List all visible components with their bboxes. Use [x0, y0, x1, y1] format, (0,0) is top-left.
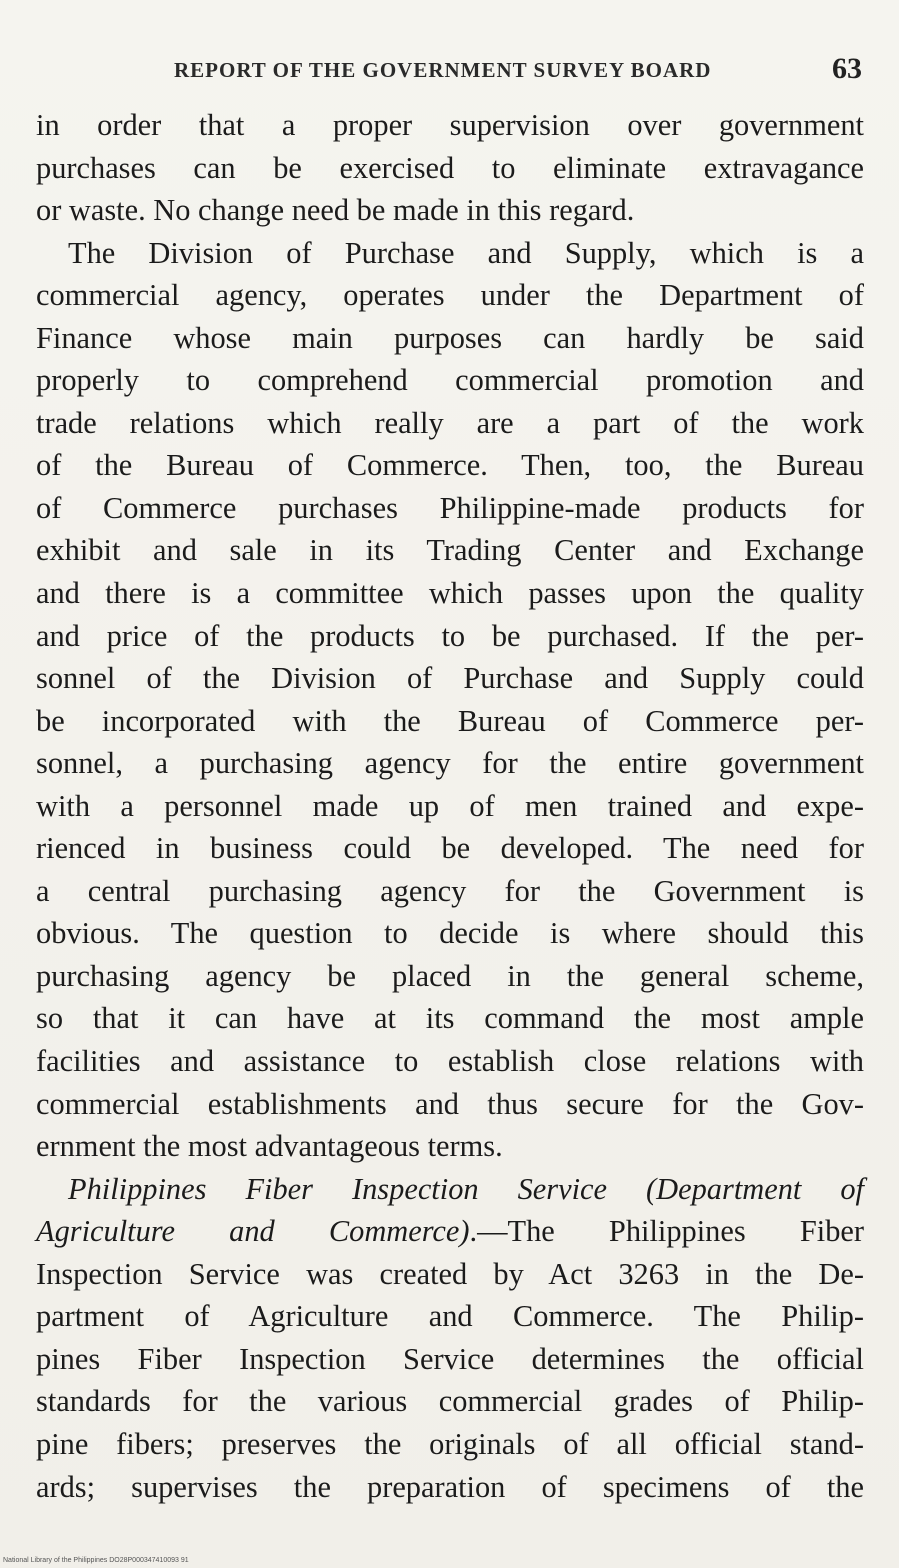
- text-line: obvious. The question to decide is where should this: [36, 916, 864, 951]
- text-line: pine fibers; preserves the originals of all official stand-: [36, 1426, 864, 1461]
- text-line: properly to comprehend commercial promotion and: [36, 363, 864, 398]
- section-heading-line: [36, 1210, 864, 1253]
- text-line: be incorporated with the Bureau of Commerce per-: [36, 703, 864, 738]
- section-heading-line: [36, 1168, 864, 1211]
- page-header: [36, 50, 864, 90]
- text-line: ards; supervises the preparation of specimens of the: [36, 1469, 864, 1504]
- text-line: sonnel of the Division of Purchase and Supply could: [36, 661, 864, 696]
- text-line: in order that a proper supervision over government: [36, 108, 864, 142]
- text-line: with a personnel made up of men trained and expe-: [36, 788, 864, 823]
- text-line: and there is a committee which passes upon the quality: [36, 576, 864, 611]
- running-head: REPORT OF THE GOVERNMENT SURVEY BOARD: [174, 58, 712, 82]
- text-line: Inspection Service was created by Act 3263 in the De-: [36, 1256, 864, 1291]
- section-heading-rest: .—The Philippines Fiber: [469, 1214, 864, 1249]
- section-heading-italic: Philippines Fiber Inspection Service (Department of: [68, 1171, 864, 1206]
- text-line: or waste. No change need be made in this regard.: [36, 193, 635, 228]
- text-line: purchasing agency be placed in the general scheme,: [36, 958, 864, 993]
- text-line: facilities and assistance to establish close relations with: [36, 1044, 864, 1079]
- body-text: [36, 104, 864, 1508]
- text-line: standards for the various commercial grades of Philip-: [36, 1384, 864, 1419]
- text-line: pines Fiber Inspection Service determines the official: [36, 1341, 864, 1376]
- text-line: commercial establishments and thus secure for the Gov-: [36, 1086, 864, 1121]
- text-line: a central purchasing agency for the Government is: [36, 873, 864, 908]
- page-number: 63: [832, 52, 862, 85]
- text-line: and price of the products to be purchased. If the per-: [36, 618, 864, 653]
- text-line: trade relations which really are a part of the work: [36, 405, 864, 440]
- text-line: rienced in business could be developed. The need for: [36, 831, 864, 866]
- text-line: so that it can have at its command the most ample: [36, 1001, 864, 1036]
- text-line: The Division of Purchase and Supply, which is a: [68, 235, 864, 270]
- text-line: exhibit and sale in its Trading Center and Exchange: [36, 533, 864, 568]
- text-line: commercial agency, operates under the Department of: [36, 278, 864, 313]
- text-line: ernment the most advantageous terms.: [36, 1129, 503, 1164]
- section-heading-italic: Agriculture and Commerce): [36, 1214, 470, 1249]
- text-line: Finance whose main purposes can hardly be said: [36, 320, 864, 355]
- text-line: of the Bureau of Commerce. Then, too, the Bureau: [36, 448, 864, 483]
- text-line: partment of Agriculture and Commerce. The Philip-: [36, 1299, 864, 1334]
- text-line: purchases can be exercised to eliminate extravagance: [36, 150, 864, 185]
- scan-caption: National Library of the Philippines DO28P000347410093 91: [3, 1557, 189, 1564]
- text-line: of Commerce purchases Philippine-made products for: [36, 490, 864, 525]
- text-line: sonnel, a purchasing agency for the entire government: [36, 746, 864, 781]
